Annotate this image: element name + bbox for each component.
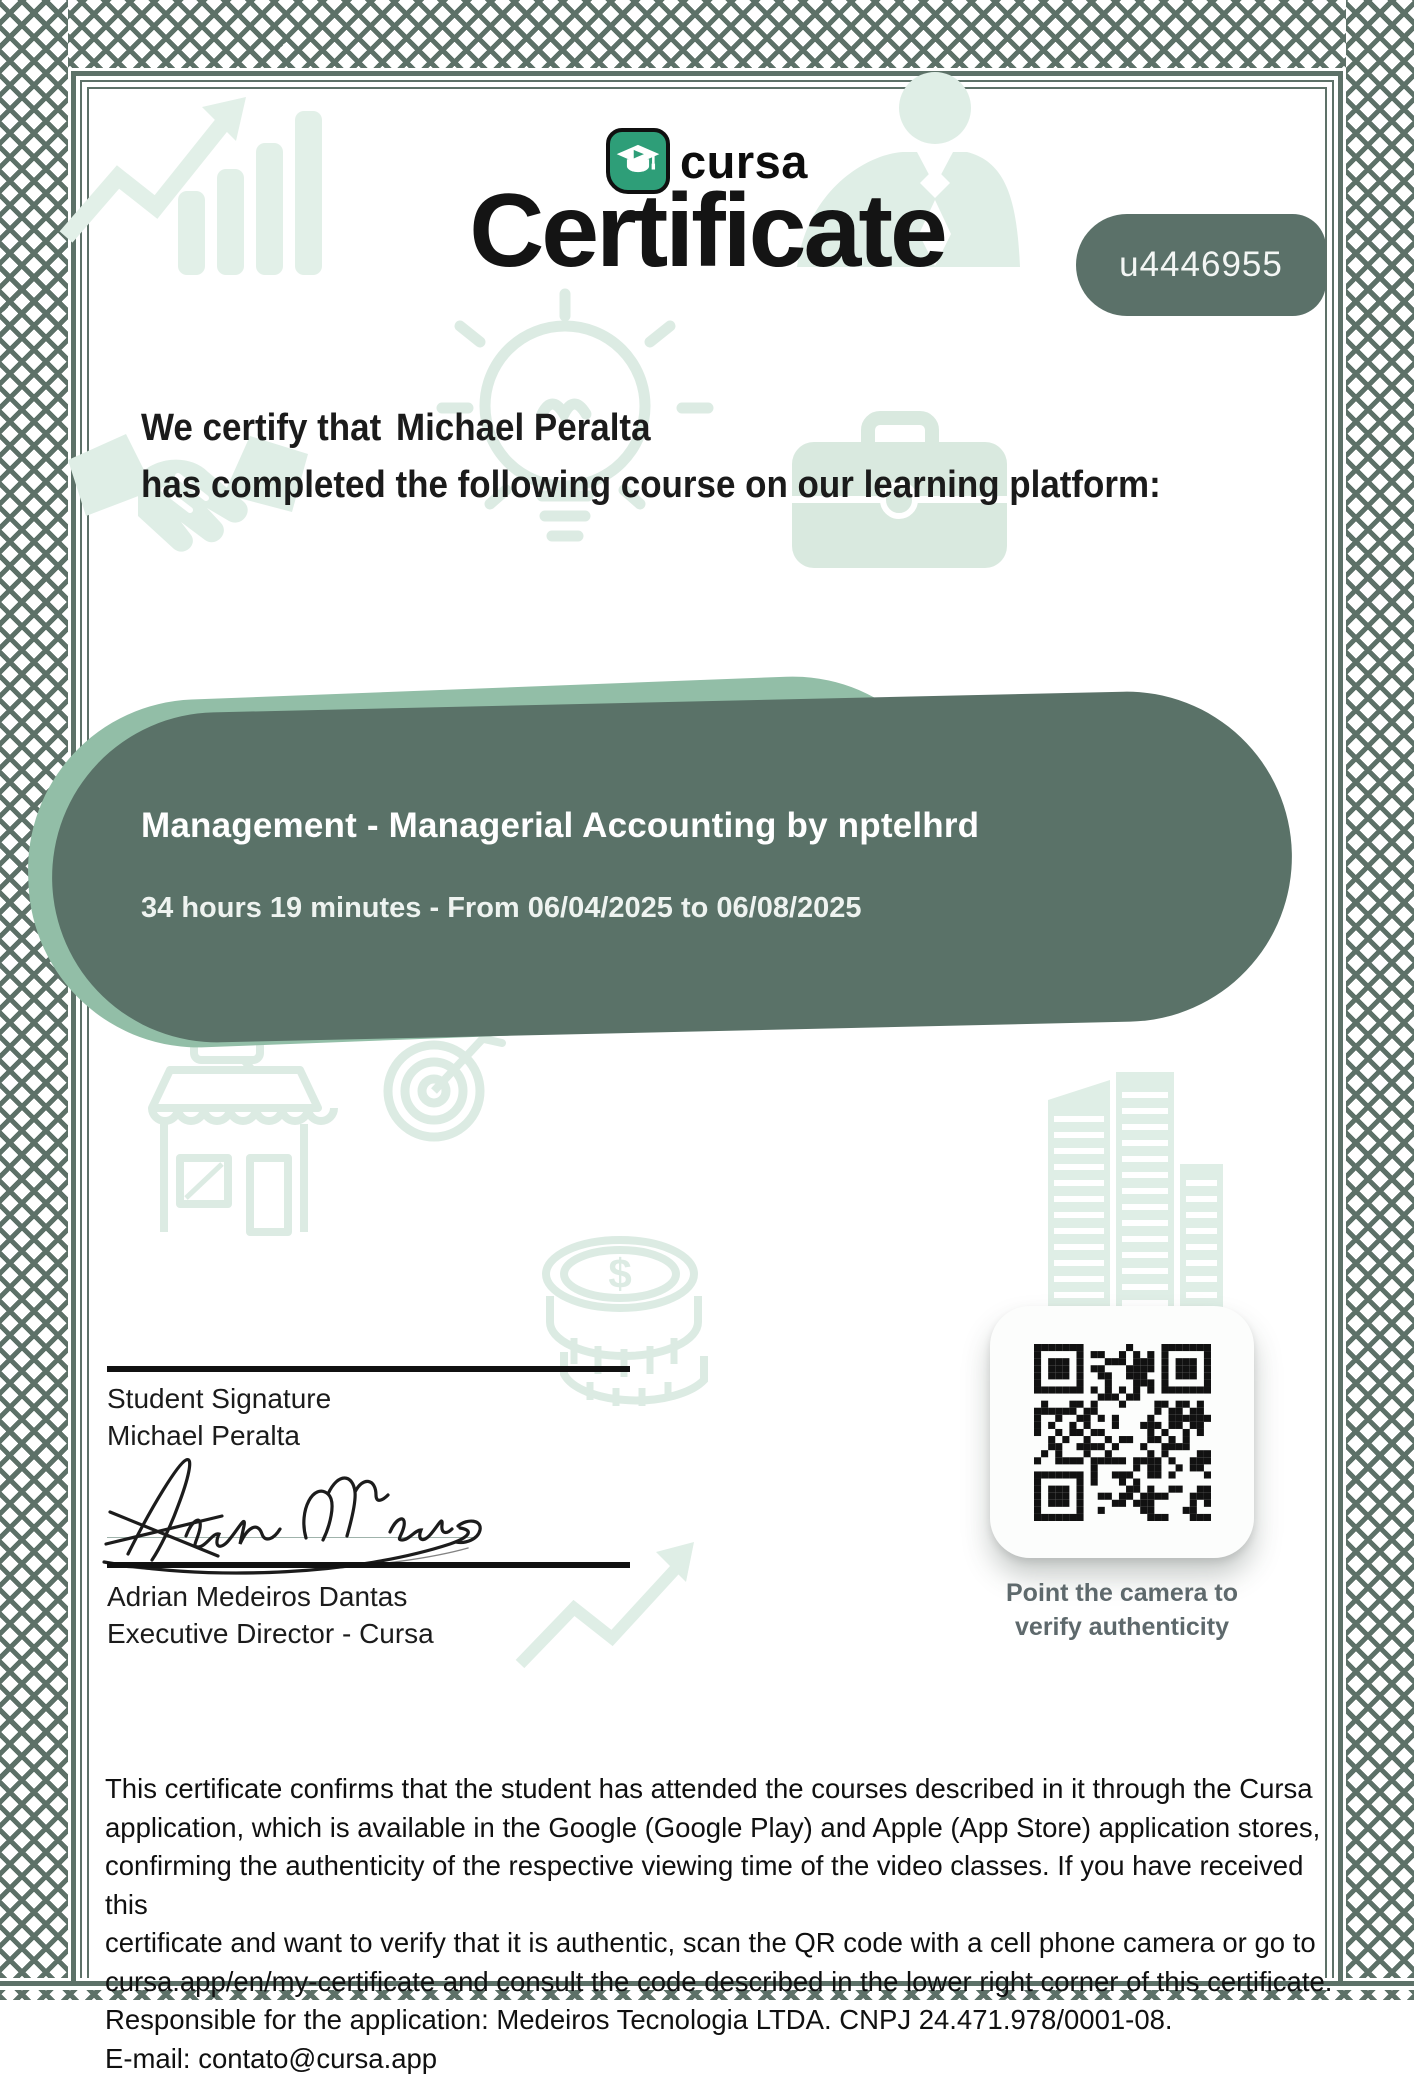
footer-line: Responsible for the application: Medeiros Tecnologia LTDA. CNPJ 24.471.978/0001-08.: [105, 2001, 1335, 2040]
director-name: Adrian Medeiros Dantas: [107, 1578, 434, 1615]
qr-caption-line2: verify authenticity: [950, 1610, 1294, 1644]
footer-line: This certificate confirms that the student has attended the courses described in it through the Cursa: [105, 1770, 1335, 1809]
border-pattern-left: [0, 0, 68, 1978]
logo-wordmark: cursa: [680, 134, 808, 189]
director-title: Executive Director - Cursa: [107, 1615, 434, 1652]
certify-prefix: We certify that: [141, 407, 381, 449]
coin-stack-watermark: [520, 1222, 735, 1407]
border-pattern-top: [0, 0, 1414, 68]
student-name: Michael Peralta: [396, 407, 651, 449]
growth-arrow-watermark: [512, 1532, 712, 1672]
director-signature-block: [107, 1578, 434, 1652]
signature-rule-bottom: [107, 1562, 630, 1568]
qr-caption-line1: Point the camera to: [950, 1576, 1294, 1610]
qr-caption: [950, 1576, 1294, 1644]
course-info: [141, 806, 979, 925]
footer-disclaimer: [105, 1770, 1335, 2078]
certificate-code: u4446955: [1119, 245, 1283, 285]
course-details: 34 hours 19 minutes - From 06/04/2025 to 06/08/2025: [141, 892, 979, 925]
student-signature-block: [107, 1380, 331, 1454]
director-signature-script: [98, 1448, 518, 1568]
course-name: Management - Managerial Accounting by nptelhrd: [141, 806, 979, 846]
storefront-watermark: [132, 1022, 337, 1237]
certify-statement: [141, 400, 1161, 514]
footer-line: E-mail: contato@cursa.app: [105, 2040, 1335, 2078]
certify-line1: [141, 400, 1161, 457]
student-signature-label: Student Signature: [107, 1380, 331, 1417]
student-signature-name: Michael Peralta: [107, 1417, 331, 1454]
certificate-title: Certificate: [0, 172, 1414, 291]
signature-rule-top: [107, 1366, 630, 1372]
svg-text:$: $: [608, 1250, 631, 1297]
certificate-code-badge: [1076, 214, 1326, 316]
footer-line: application, which is available in the Google (Google Play) and Apple (App Store) application stores,: [105, 1809, 1335, 1848]
skyscrapers-watermark: [1048, 1072, 1223, 1322]
qr-card: [990, 1306, 1254, 1558]
certify-line2: has completed the following course on our learning platform:: [141, 457, 1161, 514]
footer-line: certificate and want to verify that it is authentic, scan the QR code with a cell phone camera or go to: [105, 1924, 1335, 1963]
footer-line: confirming the authenticity of the respective viewing time of the video classes. If you have received this: [105, 1847, 1335, 1924]
border-pattern-right: [1346, 0, 1414, 1978]
qr-code: [1034, 1344, 1211, 1521]
footer-line: cursa.app/en/my-certificate and consult the code described in the lower right corner of this certificate.: [105, 1963, 1335, 2002]
